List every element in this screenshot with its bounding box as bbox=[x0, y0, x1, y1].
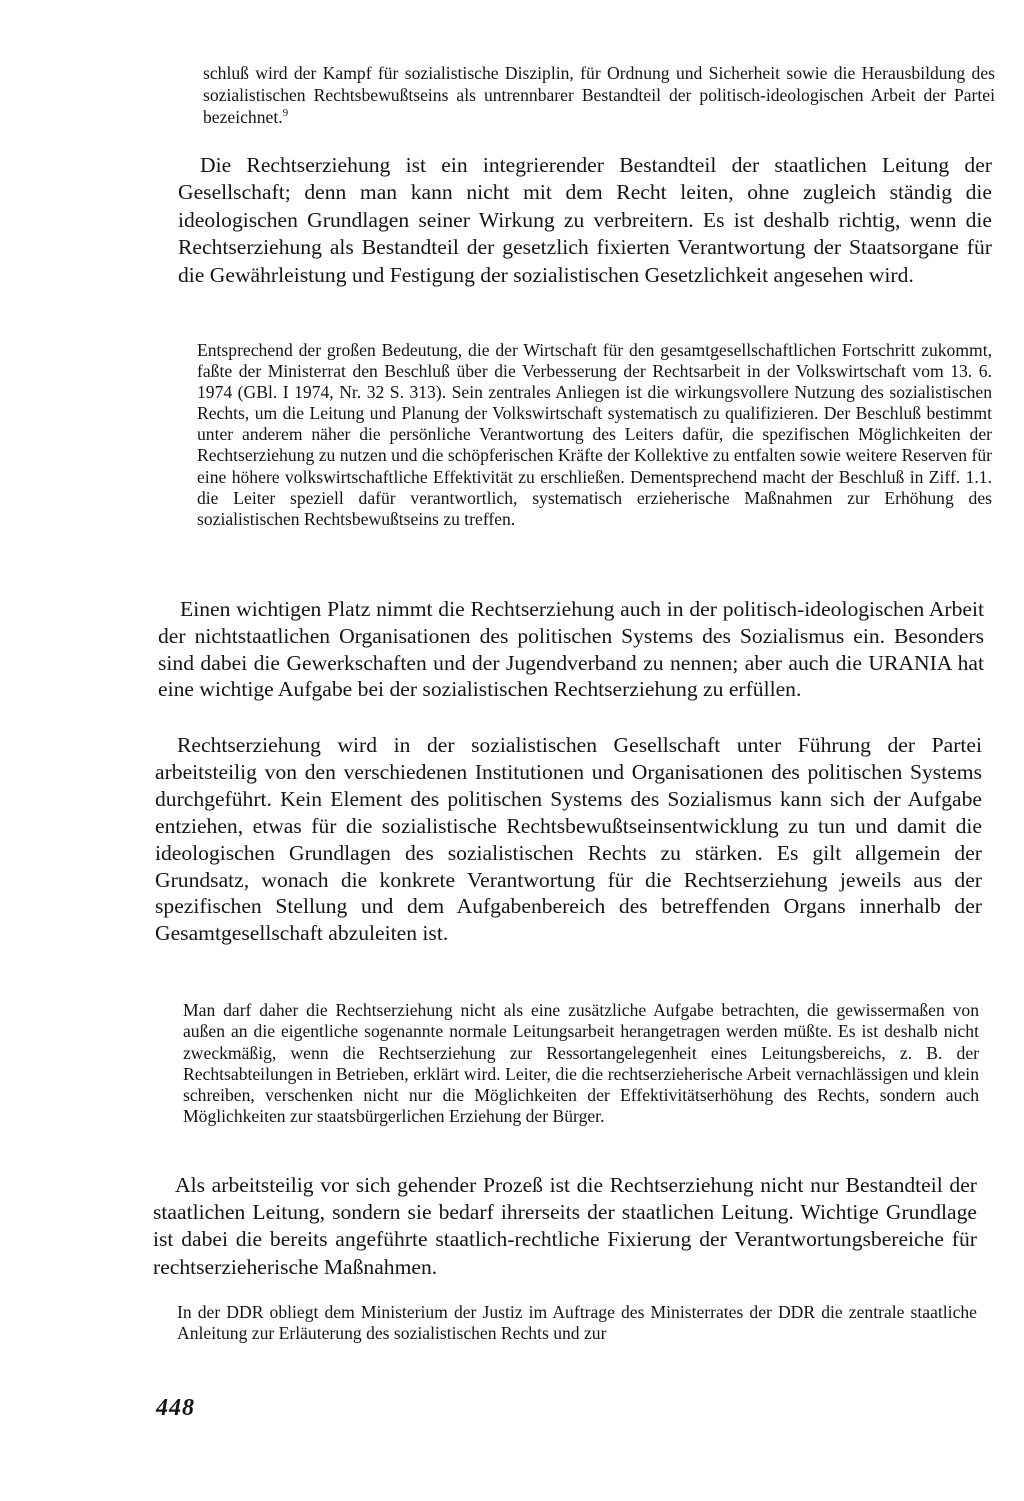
paragraph-continuation bbox=[203, 62, 995, 128]
paragraph-body: Rechtserziehung wird in der sozialistischen Gesellschaft unter Führung der Partei arbeitsteilig von den verschiedenen Institutionen und Organisationen des politischen Systems durchgeführt. Kein Element des politischen Systems des Sozialismus kann sich der Aufgabe entziehen, etwas für die sozialistische Rechtsbewußtseinsentwicklung zu tun und damit die ideologischen Grundlagen des sozialistischen Rechts zu stärken. Es gilt allgemein der Grundsatz, wonach die konkrete Verantwortung für die Rechtserziehung jeweils aus der spezifischen Stellung und dem Aufgabenbereich des betreffenden Organs innerhalb der Gesamtgesellschaft abzuleiten ist. bbox=[155, 733, 982, 946]
paragraph-example: Man darf daher die Rechtserziehung nicht als eine zusätzliche Aufgabe betrachten, die gewissermaßen von außen an die eigentliche sogenannte normale Leitungsarbeit herangetragen werden müßte. Es ist deshalb nicht zweckmäßig, wenn die Rechtserziehung zur Ressortangelegenheit eines Leitungsbereichs, z. B. der Rechtsabteilungen in Betrieben, erklärt wird. Leiter, die die rechtserzieherische Arbeit vernachlässigen und klein schreiben, verschenken nicht nur die Möglichkeiten der Effektivitätserhöhung des Rechts, sondern auch Möglichkeiten zur staatsbürgerlichen Erziehung der Bürger. bbox=[183, 1000, 979, 1127]
paragraph-body: Als arbeitsteilig vor sich gehender Prozeß ist die Rechtserziehung nicht nur Bestandteil der staatlichen Leitung, sondern sie bedarf ihrerseits der staatlichen Leitung. Wichtige Grundlage ist dabei die bereits angeführte staatlich-rechtliche Fixierung der Verantwortungsbereiche für rechtserzieherische Maßnahmen. bbox=[153, 1173, 977, 1279]
paragraph-text: schluß wird der Kampf für sozialistische Disziplin, für Ordnung und Sicherheit sowie die Herausbildung des sozialistischen Rechtsbewußtseins als untrennbarer Bestandteil der politisch-ideologischen Arbeit der Partei bezeichnet. bbox=[203, 63, 995, 127]
page-number: 448 bbox=[156, 1395, 195, 1421]
paragraph-body: Die Rechtserziehung ist ein integrierender Bestandteil der staatlichen Leitung der Gesellschaft; denn man kann nicht mit dem Recht leiten, ohne zugleich ständig die ideologischen Grundlagen seiner Wirkung zu verbreitern. Es ist deshalb richtig, wenn die Rechtserziehung als Bestandteil der gesetzlich fixierten Verantwortung der Staatsorgane für die Gewährleistung und Festigung der sozialistischen Gesetzlichkeit angesehen wird. bbox=[178, 153, 992, 287]
paragraph-example: Entsprechend der großen Bedeutung, die der Wirtschaft für den gesamtgesellschaftlichen Fortschritt zukommt, faßte der Ministerrat den Beschluß über die Verbesserung der Rechtsarbeit in der Volkswirtschaft vom 13. 6. 1974 (GBl. I 1974, Nr. 32 S. 313). Sein zentrales Anliegen ist die wirkungsvollere Nutzung des sozialistischen Rechts, um die Leitung und Planung der Volkswirtschaft systematisch zu qualifizieren. Der Beschluß bestimmt unter anderem näher die persönliche Verantwortung des Leiters dafür, die spezifischen Möglichkeiten der Rechtserziehung zu nutzen und die schöpferischen Kräfte der Kollektive zu entfalten sowie weitere Reserven für eine höhere volkswirtschaftliche Effektivität zu erschließen. Dementsprechend macht der Beschluß in Ziff. 1.1. die Leiter speziell dafür verantwortlich, systematisch erzieherische Maßnahmen zur Erhöhung des sozialistischen Rechtsbewußtseins zu treffen. bbox=[197, 340, 992, 529]
footnote-marker: 9 bbox=[282, 107, 289, 120]
paragraph-example: In der DDR obliegt dem Ministerium der Justiz im Auftrage des Ministerrates der DDR die zentrale staatliche Anleitung zur Erläuterung des sozialistischen Rechts und zur bbox=[177, 1302, 977, 1344]
paragraph-body: Einen wichtigen Platz nimmt die Rechtserziehung auch in der politisch-ideologischen Arbeit der nichtstaatlichen Organisationen des politischen Systems des Sozialismus ein. Besonders sind dabei die Gewerkschaften und der Jugendverband zu nennen; aber auch die URANIA hat eine wichtige Aufgabe bei der sozialistischen Rechtserziehung zu erfüllen. bbox=[158, 597, 984, 702]
